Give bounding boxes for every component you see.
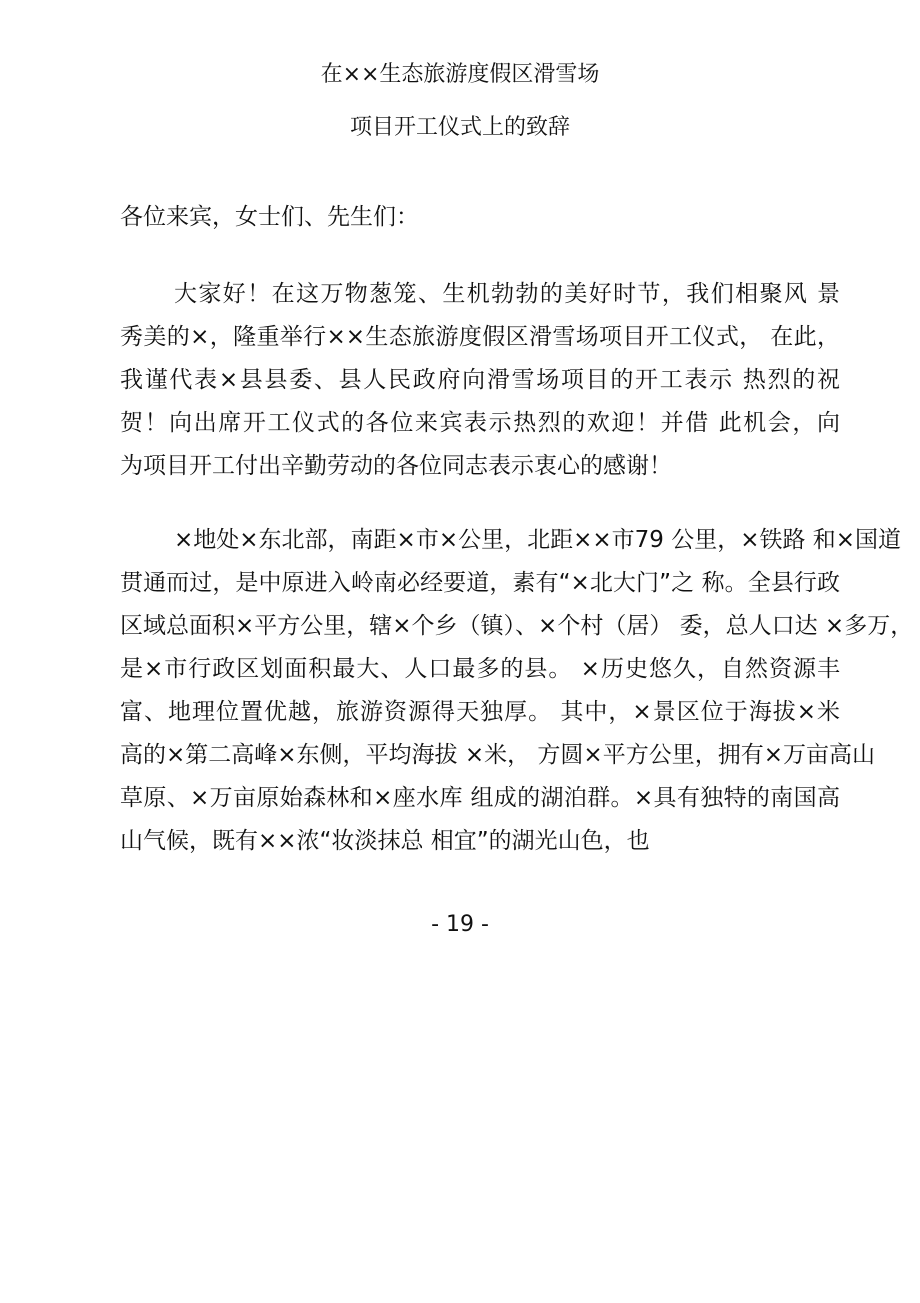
paragraph-county-intro [120,524,914,868]
paragraph-line: 富、地理位置优越，旅游资源得天独厚。 其中，×景区位于海拔×米 [120,699,840,725]
document-title-line-1: 在××生态旅游度假区滑雪场 [320,62,600,87]
salutation: 各位来宾，女士们、先生们： [120,204,419,230]
paragraph-line: 为项目开工付出辛勤劳动的各位同志表示衷心的感谢！ [120,453,672,479]
paragraph-line: 秀美的×，隆重举行××生态旅游度假区滑雪场项目开工仪式， 在此， [120,324,840,350]
paragraph-line: 区域总面积×平方公里，辖×个乡（镇）、×个村（居） 委，总人口达 ×多万， [120,613,914,639]
paragraph-line: 大家好！在这万物葱笼、生机勃勃的美好时节，我们相聚风 景 [174,281,840,307]
paragraph-line: 草原、×万亩原始森林和×座水库 组成的湖泊群。×具有独特的南国高 [120,785,840,811]
paragraph-line: 高的×第二高峰×东侧，平均海拔 ×米， 方圆×平方公里，拥有×万亩高山 [120,742,875,768]
paragraph-line: 山气候，既有××浓“妆淡抹总 相宜”的湖光山色，也 [120,828,650,854]
paragraph-line: 贺！向出席开工仪式的各位来宾表示热烈的欢迎！并借 此机会，向 [120,410,840,436]
paragraph-line: 是×市行政区划面积最大、人口最多的县。 ×历史悠久，自然资源丰 [120,656,840,682]
paragraph-greeting [120,278,840,493]
paragraph-line: ×地处×东北部，南距×市×公里，北距××市79 公里，×铁路 和×国道 [174,527,902,553]
document-title-line-2: 项目开工仪式上的致辞 [349,115,570,140]
page-number: - 19 - [431,912,489,937]
paragraph-line: 贯通而过，是中原进入岭南必经要道，素有“×北大门”之 称。全县行政 [120,570,840,596]
paragraph-line: 我谨代表×县县委、县人民政府向滑雪场项目的开工表示 热烈的祝 [120,367,840,393]
